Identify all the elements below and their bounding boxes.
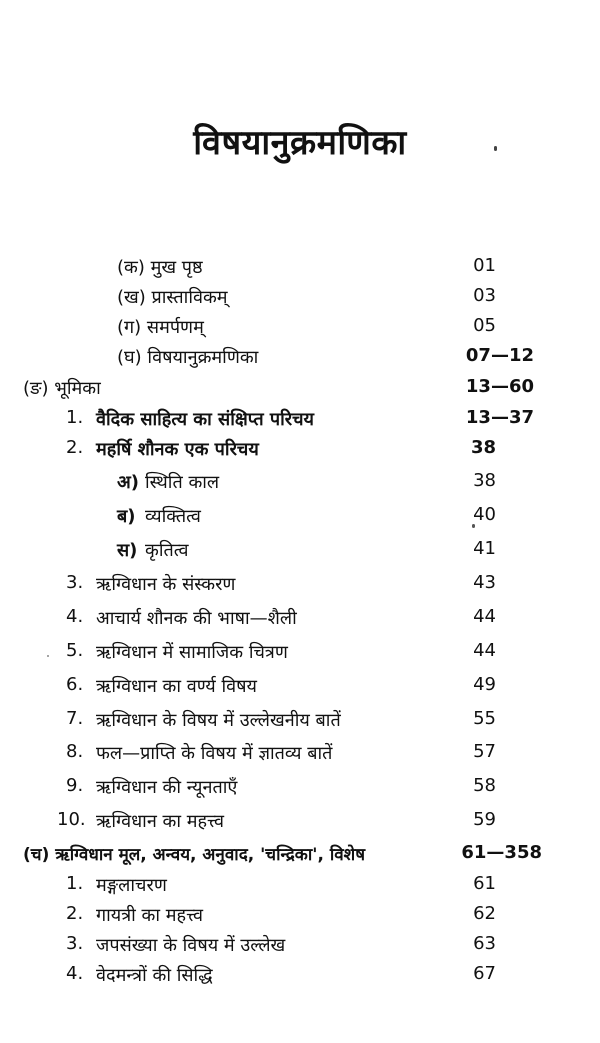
toc-entry-page: 67 <box>473 963 496 984</box>
toc-entry-number: 8. <box>66 741 84 762</box>
toc-entry-number: 3. <box>66 572 84 593</box>
page-title: विषयानुक्रमणिका <box>193 123 407 163</box>
toc-entry <box>0 931 600 961</box>
toc-subentry-page: 40 <box>473 504 496 525</box>
toc-section-page: 13—60 <box>465 376 534 397</box>
toc-entry-number: 1. <box>66 873 84 894</box>
toc-subentry <box>0 502 600 532</box>
toc-entry-label: महर्षि शौनक एक परिचय <box>96 439 259 460</box>
toc-entry-label: ऋग्विधान के संस्करण <box>96 574 236 595</box>
toc-entry-page: 01 <box>473 255 496 276</box>
toc-entry <box>0 405 600 435</box>
toc-entry-number: 7. <box>66 708 84 729</box>
toc-subentry-page: 41 <box>473 538 496 559</box>
toc-subentry-marker: अ) <box>117 472 139 493</box>
toc-entry-number: 9. <box>66 775 84 796</box>
toc-entry-label: (घ) विषयानुक्रमणिका <box>117 347 259 368</box>
toc-entry-page: 44 <box>473 640 496 661</box>
toc-entry-label: आचार्य शौनक की भाषा—शैली <box>96 608 297 629</box>
toc-entry-label: जपसंख्या के विषय में उल्लेख <box>96 935 286 956</box>
toc-entry-page: 38 <box>470 437 496 458</box>
toc-subentry-marker: स) <box>117 540 138 561</box>
toc-entry-page: 43 <box>473 572 496 593</box>
toc-subentry <box>0 468 600 498</box>
toc-entry-page: 57 <box>473 741 496 762</box>
toc-section <box>0 374 600 404</box>
toc-entry-number: 5. <box>66 640 84 661</box>
toc-entry-label: ऋग्विधान में सामाजिक चित्रण <box>96 642 288 663</box>
toc-entry-number: 3. <box>66 933 84 954</box>
toc-entry-page: 63 <box>473 933 496 954</box>
toc-entry-label: (ग) समर्पणम् <box>117 317 204 338</box>
toc-entry-page: 05 <box>473 315 496 336</box>
toc-section-label: (ङ) भूमिका <box>23 378 101 399</box>
toc-subentry-label: व्यक्तित्व <box>145 506 201 527</box>
toc-entry <box>0 638 600 668</box>
toc-entry-number: 4. <box>66 963 84 984</box>
toc-entry-label: ऋग्विधान का महत्त्व <box>96 811 225 832</box>
toc-entry <box>0 604 600 634</box>
toc-entry <box>0 706 600 736</box>
toc-entry-label: (क) मुख पृष्ठ <box>117 257 203 278</box>
toc-subentry-page: 38 <box>473 470 496 491</box>
toc-entry-page: 13—37 <box>465 407 534 428</box>
toc-entry-page: 59 <box>473 809 496 830</box>
toc-entry-page: 61 <box>473 873 496 894</box>
toc-entry-label: ऋग्विधान के विषय में उल्लेखनीय बातें <box>96 710 341 731</box>
scan-speck <box>494 146 497 151</box>
toc-entry <box>0 773 600 803</box>
toc-entry <box>0 570 600 600</box>
toc-entry <box>0 871 600 901</box>
toc-entry-page: 55 <box>473 708 496 729</box>
toc-entry-label: वेदमन्त्रों की सिद्धि <box>96 965 213 986</box>
toc-entry-number: 1. <box>66 407 84 428</box>
toc-entry-number: 2. <box>66 437 84 458</box>
toc-entry-label: फल—प्राप्ति के विषय में ज्ञातव्य बातें <box>96 743 333 764</box>
toc-entry-number: 10. <box>57 809 86 830</box>
toc-entry <box>0 313 600 343</box>
toc-subentry-marker: ब) <box>117 506 136 527</box>
toc-entry <box>0 435 600 465</box>
toc-entry <box>0 253 600 283</box>
toc-subentry-label: स्थिति काल <box>145 472 220 493</box>
toc-entry-number: 4. <box>66 606 84 627</box>
toc-entry <box>0 283 600 313</box>
toc-entry <box>0 739 600 769</box>
toc-entry-label: (ख) प्रास्ताविकम् <box>117 287 228 308</box>
toc-entry-label: गायत्री का महत्त्व <box>96 905 204 926</box>
toc-entry <box>0 672 600 702</box>
toc-entry <box>0 807 600 837</box>
toc-entry-number: 2. <box>66 903 84 924</box>
toc-entry <box>0 961 600 991</box>
toc-entry-page: 07—12 <box>465 345 534 366</box>
toc-entry-number: 6. <box>66 674 84 695</box>
toc-entry-page: 62 <box>473 903 496 924</box>
toc-entry-page: 49 <box>473 674 496 695</box>
toc-section-label: (च) ऋग्विधान मूल, अन्वय, अनुवाद, 'चन्द्रिका', विशेष <box>23 845 366 865</box>
toc-entry-page: 03 <box>473 285 496 306</box>
toc-entry <box>0 343 600 373</box>
toc-section-page: 61—358 <box>461 842 542 863</box>
toc-entry-label: ऋग्विधान का वर्ण्य विषय <box>96 676 257 697</box>
toc-entry-page: 44 <box>473 606 496 627</box>
toc-subentry <box>0 536 600 566</box>
toc-entry-label: ऋग्विधान की न्यूनताएँ <box>96 777 238 798</box>
toc-entry-label: वैदिक साहित्य का संक्षिप्त परिचय <box>96 409 314 430</box>
toc-entry-page: 58 <box>473 775 496 796</box>
toc-entry <box>0 901 600 931</box>
toc-subentry-label: कृतित्व <box>145 540 189 561</box>
toc-entry-label: मङ्गलाचरण <box>96 875 167 896</box>
toc-section <box>0 840 600 870</box>
